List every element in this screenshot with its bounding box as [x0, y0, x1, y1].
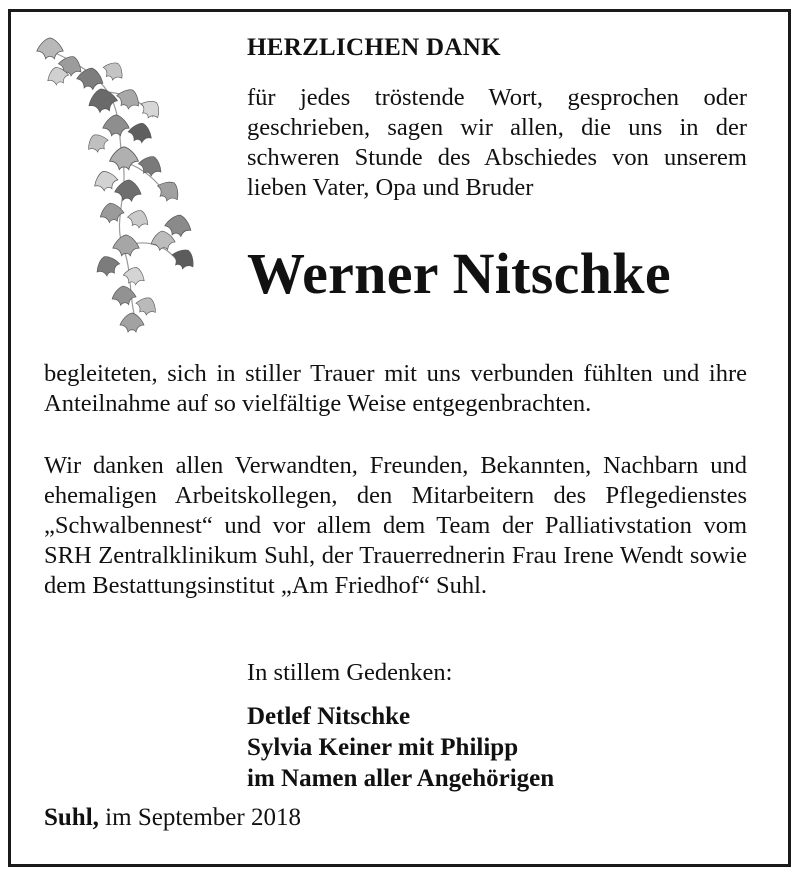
- date: im September 2018: [105, 804, 301, 831]
- notice-heading: HERZLICHEN DANK: [247, 34, 501, 61]
- place: Suhl,: [44, 804, 99, 831]
- signer-line: Detlef Nitschke: [247, 703, 411, 730]
- place-date: [44, 804, 301, 832]
- thanks-paragraph-2: Wir danken allen Verwandten, Freunden, Bekannten, Nachbarn und ehemaligen Arbeitskollegen, den Mitarbeitern des Pflegedienstes „Schwalbennest“ und vor allem dem Team der Palliativstation vom SRH Zentralklinikum Suhl, der Trauerrednerin Frau Irene Wendt sowie dem Bestattungsinstitut „Am Friedhof“ Suhl.: [44, 452, 747, 599]
- thanks-paragraph-1: begleiteten, sich in stiller Trauer mit uns verbunden fühlten und ihre Anteilnahme auf so vielfältige Weise entgegenbrachten.: [44, 360, 747, 417]
- ivy-vine-icon: [28, 32, 198, 337]
- signers-block: [247, 701, 554, 794]
- signer-line: im Namen aller Angehörigen: [247, 765, 555, 792]
- closing-line: In stillem Gedenken:: [247, 659, 453, 686]
- deceased-name: Werner Nitschke: [247, 241, 671, 306]
- intro-text: für jedes tröstende Wort, gesprochen oder geschrieben, sagen wir allen, die uns in der schweren Stunde des Abschiedes von unserem lieben Vater, Opa und Bruder: [247, 84, 747, 201]
- signer-line: Sylvia Keiner mit Philipp: [247, 734, 519, 761]
